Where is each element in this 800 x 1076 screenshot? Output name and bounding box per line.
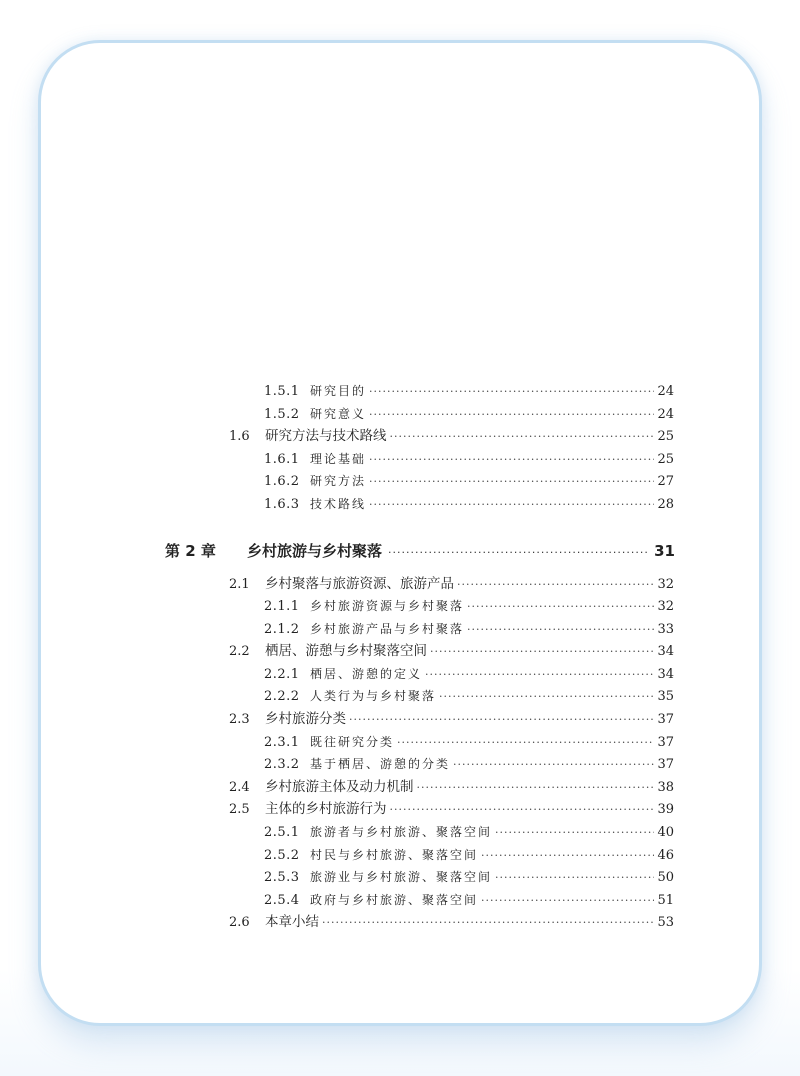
toc-entry-title: 乡村旅游资源与乡村聚落 bbox=[310, 599, 465, 613]
chapter-page: 31 bbox=[654, 542, 675, 560]
toc-section-title: 栖居、游憩与乡村聚落空间 bbox=[265, 643, 427, 659]
leader-dots bbox=[481, 848, 654, 864]
toc-entry[interactable] bbox=[264, 451, 674, 469]
toc-entry[interactable] bbox=[264, 847, 674, 865]
toc-entry-title: 栖居、游憩的定义 bbox=[310, 667, 423, 681]
toc-entry-number: 1.6.2 bbox=[264, 474, 300, 489]
toc-section-number: 2.6 bbox=[229, 915, 250, 930]
toc-section[interactable] bbox=[229, 428, 674, 446]
toc-entry[interactable] bbox=[264, 473, 674, 491]
toc-entry[interactable] bbox=[264, 688, 674, 706]
toc-entry-title: 人类行为与乡村聚落 bbox=[310, 689, 437, 703]
toc-entry-number: 2.3.1 bbox=[264, 735, 300, 750]
toc-entry-number: 2.1.1 bbox=[264, 599, 300, 614]
leader-dots bbox=[369, 497, 654, 513]
toc-entry-title: 研究方法 bbox=[310, 474, 367, 488]
toc-entry-page: 33 bbox=[657, 622, 674, 637]
toc-section-page: 37 bbox=[657, 712, 674, 727]
toc-entry-number: 2.5.4 bbox=[264, 893, 300, 908]
toc-entry-number: 2.2.1 bbox=[264, 667, 300, 682]
toc-section[interactable] bbox=[229, 914, 674, 932]
toc-entry[interactable] bbox=[264, 598, 674, 616]
toc-entry-number: 2.5.3 bbox=[264, 870, 300, 885]
leader-dots bbox=[481, 893, 654, 909]
leader-dots bbox=[439, 689, 654, 705]
leader-dots bbox=[417, 780, 655, 796]
toc-section-number: 2.1 bbox=[229, 577, 250, 592]
leader-dots bbox=[467, 599, 654, 615]
toc-section-title: 研究方法与技术路线 bbox=[265, 428, 387, 444]
toc-entry-title: 政府与乡村旅游、聚落空间 bbox=[310, 893, 479, 907]
toc-section-title: 乡村旅游主体及动力机制 bbox=[265, 779, 414, 795]
toc-section-page: 39 bbox=[657, 802, 674, 817]
toc-entry-number: 1.6.3 bbox=[264, 497, 300, 512]
toc-section[interactable] bbox=[229, 801, 674, 819]
toc-entry[interactable] bbox=[264, 734, 674, 752]
toc-entry-title: 村民与乡村旅游、聚落空间 bbox=[310, 848, 479, 862]
leader-dots bbox=[369, 474, 654, 490]
toc-entry-page: 24 bbox=[657, 407, 674, 422]
toc-entry[interactable] bbox=[264, 892, 674, 910]
toc-entry-title: 研究目的 bbox=[310, 384, 367, 398]
leader-dots bbox=[388, 546, 648, 559]
toc-entry-title: 既往研究分类 bbox=[310, 735, 395, 749]
toc-entry[interactable] bbox=[264, 869, 674, 887]
toc-section-page: 32 bbox=[657, 577, 674, 592]
toc-entry-number: 1.5.2 bbox=[264, 407, 300, 422]
leader-dots bbox=[453, 757, 654, 773]
toc-section-title: 本章小结 bbox=[265, 914, 319, 930]
toc-section-number: 2.3 bbox=[229, 712, 250, 727]
leader-dots bbox=[369, 407, 654, 423]
toc-entry[interactable] bbox=[264, 756, 674, 774]
toc-entry-page: 46 bbox=[657, 848, 674, 863]
leader-dots bbox=[397, 735, 654, 751]
toc-section-number: 2.5 bbox=[229, 802, 250, 817]
toc-entry-page: 40 bbox=[657, 825, 674, 840]
toc-entry-page: 50 bbox=[657, 870, 674, 885]
toc-section-number: 1.6 bbox=[229, 429, 250, 444]
leader-dots bbox=[369, 384, 654, 400]
leader-dots bbox=[390, 429, 655, 445]
toc-entry-page: 34 bbox=[657, 667, 674, 682]
toc-section[interactable] bbox=[229, 576, 674, 594]
toc-entry-page: 28 bbox=[657, 497, 674, 512]
chapter-label: 第 2 章 bbox=[165, 542, 216, 560]
toc-section-number: 2.4 bbox=[229, 780, 250, 795]
toc-entry-title: 旅游者与乡村旅游、聚落空间 bbox=[310, 825, 493, 839]
chapter-title: 乡村旅游与乡村聚落 bbox=[247, 542, 383, 560]
toc-entry-number: 1.5.1 bbox=[264, 384, 300, 399]
leader-dots bbox=[457, 577, 654, 593]
toc-entry-page: 37 bbox=[657, 735, 674, 750]
toc-section-page: 53 bbox=[657, 915, 674, 930]
toc-entry-page: 37 bbox=[657, 757, 674, 772]
chapter-heading[interactable] bbox=[165, 540, 675, 560]
toc-section-title: 主体的乡村旅游行为 bbox=[265, 801, 387, 817]
toc-entry-page: 25 bbox=[657, 452, 674, 467]
toc-entry-title: 旅游业与乡村旅游、聚落空间 bbox=[310, 870, 493, 884]
toc-section-page: 25 bbox=[657, 429, 674, 444]
toc-section-title: 乡村旅游分类 bbox=[265, 711, 346, 727]
toc-section-number: 2.2 bbox=[229, 644, 250, 659]
toc-entry-page: 51 bbox=[657, 893, 674, 908]
toc-entry[interactable] bbox=[264, 666, 674, 684]
toc-entry-page: 35 bbox=[657, 689, 674, 704]
toc-entry[interactable] bbox=[264, 824, 674, 842]
toc-entry-number: 1.6.1 bbox=[264, 452, 300, 467]
toc-section[interactable] bbox=[229, 779, 674, 797]
toc-section[interactable] bbox=[229, 711, 674, 729]
toc-entry[interactable] bbox=[264, 496, 674, 514]
toc-entry-number: 2.5.2 bbox=[264, 848, 300, 863]
toc-entry[interactable] bbox=[264, 406, 674, 424]
toc-section[interactable] bbox=[229, 643, 674, 661]
leader-dots bbox=[369, 452, 654, 468]
leader-dots bbox=[430, 644, 654, 660]
toc-section-page: 38 bbox=[657, 780, 674, 795]
toc-entry-page: 27 bbox=[657, 474, 674, 489]
leader-dots bbox=[322, 915, 654, 931]
toc-entry-number: 2.5.1 bbox=[264, 825, 300, 840]
leader-dots bbox=[390, 802, 655, 818]
leader-dots bbox=[495, 870, 654, 886]
toc-entry-page: 32 bbox=[657, 599, 674, 614]
toc-entry-title: 研究意义 bbox=[310, 407, 367, 421]
toc-entry-number: 2.2.2 bbox=[264, 689, 300, 704]
toc-section-page: 34 bbox=[657, 644, 674, 659]
leader-dots bbox=[495, 825, 654, 841]
toc-entry-title: 技术路线 bbox=[310, 497, 367, 511]
toc-entry-number: 2.1.2 bbox=[264, 622, 300, 637]
toc-entry-page: 24 bbox=[657, 384, 674, 399]
leader-dots bbox=[425, 667, 654, 683]
toc-entry-title: 理论基础 bbox=[310, 452, 367, 466]
toc-entry-number: 2.3.2 bbox=[264, 757, 300, 772]
toc-entry[interactable] bbox=[264, 383, 674, 401]
toc-entry-title: 乡村旅游产品与乡村聚落 bbox=[310, 622, 465, 636]
leader-dots bbox=[467, 622, 654, 638]
toc-entry[interactable] bbox=[264, 621, 674, 639]
toc-entry-title: 基于栖居、游憩的分类 bbox=[310, 757, 451, 771]
leader-dots bbox=[349, 712, 654, 728]
toc-section-title: 乡村聚落与旅游资源、旅游产品 bbox=[265, 576, 454, 592]
